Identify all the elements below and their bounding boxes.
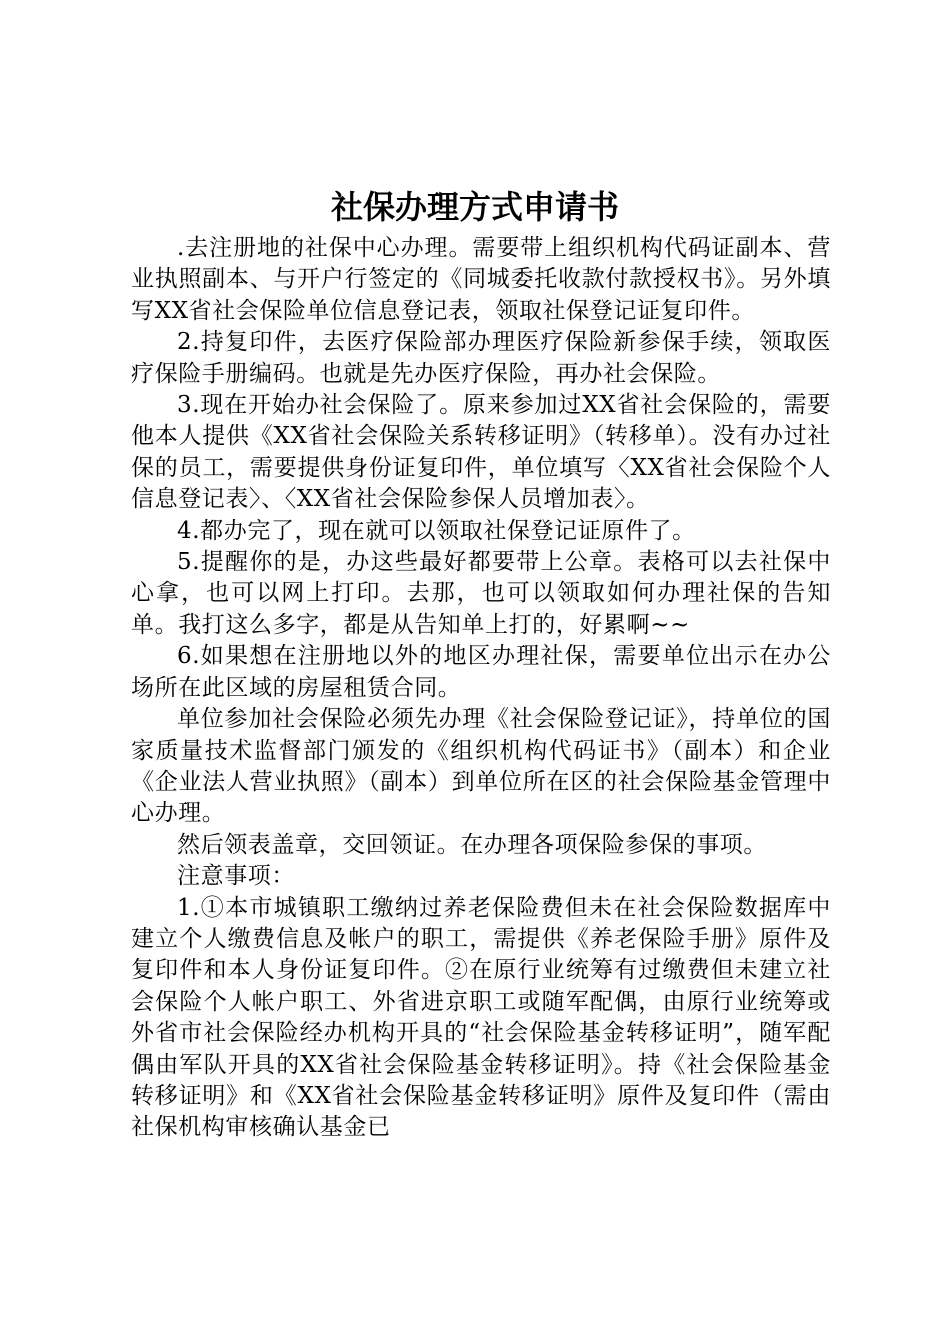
paragraph-6: 6.如果想在注册地以外的地区办理社保，需要单位出示在办公场所在此区域的房屋租赁合同。	[131, 643, 831, 701]
notes-heading: 注意事项：	[177, 863, 295, 890]
paragraph-1: .去注册地的社保中心办理。需要带上组织机构代码证副本、营业执照副本、与开户行签定的《同城委托收款付款授权书》。另外填写XX省社会保险单位信息登记表，领取社保登记证复印件。	[131, 235, 831, 324]
paragraph-4: 4.都办完了，现在就可以领取社保登记证原件了。	[177, 517, 696, 544]
paragraph-8: 然后领表盖章，交回领证。在办理各项保险参保的事项。	[177, 831, 767, 858]
document-body	[131, 233, 831, 1144]
paragraph-3: 3.现在开始办社会保险了。原来参加过XX省社会保险的，需要他本人提供《XX省社会保险关系转移证明》（转移单）。没有办过社保的员工，需要提供身份证复印件，单位填写〈XX省社会保险个人信息登记表〉、〈XX省社会保险参保人员增加表〉。	[131, 392, 831, 513]
paragraph-2: 2.持复印件，去医疗保险部办理医疗保险新参保手续，领取医疗保险手册编码。也就是先办医疗保险，再办社会保险。	[131, 329, 831, 387]
document-title: 社保办理方式申请书	[330, 188, 619, 226]
paragraph-5: 5.提醒你的是，办这些最好都要带上公章。表格可以去社保中心拿，也可以网上打印。去那，也可以领取如何办理社保的告知单。我打这么多字，都是从告知单上打的，好累啊~~	[131, 549, 831, 638]
paragraph-9: 1.①本市城镇职工缴纳过养老保险费但未在社会保险数据库中建立个人缴费信息及帐户的职工，需提供《养老保险手册》原件及复印件和本人身份证复印件。②在原行业统筹有过缴费但未建立社会保险个人帐户职工、外省进京职工或随军配偶，由原行业统筹或外省市社会保险经办机构开具的“社会保险基金转移证明”，随军配偶由军队开具的XX省社会保险基金转移证明》。持《社会保险基金转移证明》和《XX省社会保险基金转移证明》原件及复印件（需由社保机构审核确认基金已	[131, 894, 831, 1141]
paragraph-7: 单位参加社会保险必须先办理《社会保险登记证》，持单位的国家质量技术监督部门颁发的《组织机构代码证书》（副本）和企业《企业法人营业执照》（副本）到单位所在区的社会保险基金管理中心办理。	[131, 706, 831, 827]
